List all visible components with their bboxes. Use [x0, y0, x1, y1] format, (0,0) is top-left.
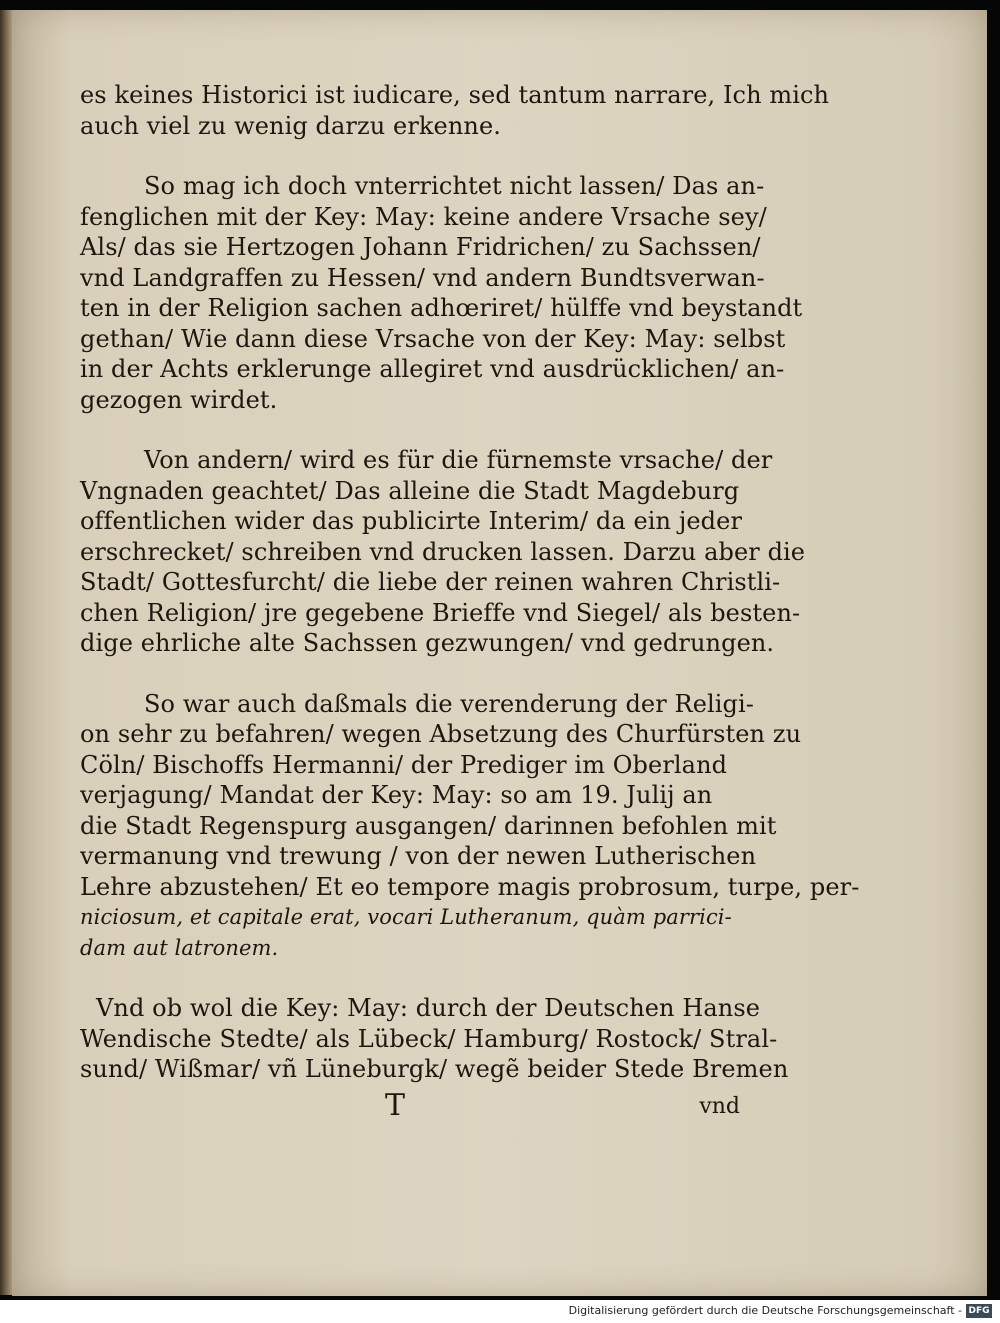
text-line: dige ehrliche alte Sachssen gezwungen/ vnd gedrungen.	[80, 629, 775, 657]
text-line: chen Religion/ jre gegebene Brieffe vnd Siegel/ als besten-	[80, 598, 801, 627]
text-line: Als/ das sie Hertzogen Johann Fridrichen/ zu Sachssen/	[80, 233, 761, 261]
text-line: die Stadt Regenspurg ausgangen/ darinnen befohlen mit	[80, 811, 777, 840]
text-line: So war auch daßmals die verenderung der Religi-	[144, 689, 755, 718]
signature-mark: T	[385, 1088, 406, 1123]
text-line: in der Achts erklerunge allegiret vnd ausdrücklichen/ an-	[80, 355, 785, 383]
catchword: vnd	[699, 1094, 740, 1119]
text-line: erschrecket/ schreiben vnd drucken lassen. Darzu aber die	[80, 537, 806, 566]
text-line: vermanung vnd trewung / von der newen Lutherischen	[80, 842, 757, 870]
page-bottom-marks	[80, 1088, 740, 1124]
text-line: Wendische Stedte/ als Lübeck/ Hamburg/ Rostock/ Stral-	[80, 1024, 778, 1053]
paragraph-gap	[80, 415, 740, 445]
text-line: auch viel zu wenig darzu erkenne.	[80, 111, 501, 140]
text-line: Cöln/ Bischoffs Hermanni/ der Prediger im Oberland	[80, 750, 728, 779]
text-line: sund/ Wißmar/ vñ Lüneburgk/ wegẽ beider Stede Bremen	[80, 1055, 789, 1083]
text-line: on sehr zu befahren/ wegen Absetzung des Churfürsten zu	[80, 720, 802, 748]
text-line: offentlichen wider das publicirte Interim/ da ein jeder	[80, 507, 743, 535]
text-line: dam aut latronem.	[80, 935, 279, 960]
text-line: niciosum, et capitale erat, vocari Lutheranum, quàm parrici-	[80, 905, 732, 929]
footer-credit: Digitalisierung gefördert durch die Deutsche Forschungsgemeinschaft -	[568, 1304, 962, 1317]
text-line: Vnd ob wol die Key: May: durch der Deutschen Hanse	[96, 994, 761, 1022]
text-line: gethan/ Wie dann diese Vrsache von der Key: May: selbst	[80, 324, 786, 353]
text-line: fenglichen mit der Key: May: keine andere Vrsache sey/	[80, 202, 767, 231]
text-line: Stadt/ Gottesfurcht/ die liebe der reinen wahren Christli-	[80, 568, 781, 596]
text-line: es keines Historici ist iudicare, sed tantum narrare, Ich mich	[80, 81, 830, 109]
page-text	[80, 80, 860, 1085]
paragraph-gap	[80, 659, 740, 689]
text-line: Von andern/ wird es für die fürnemste vrsache/ der	[144, 446, 773, 474]
text-line: vnd Landgraffen zu Hessen/ vnd andern Bundtsverwan-	[80, 263, 765, 292]
dfg-logo: DFG	[966, 1304, 992, 1318]
text-line: Vngnaden geachtet/ Das alleine die Stadt Magdeburg	[80, 476, 740, 505]
text-line: verjagung/ Mandat der Key: May: so am 19. Julij an	[80, 781, 713, 809]
text-line: So mag ich doch vnterrichtet nicht lassen/ Das an-	[144, 172, 765, 200]
text-line: gezogen wirdet.	[80, 385, 278, 414]
paragraph-gap	[80, 963, 740, 993]
text-line: Lehre abzustehen/ Et eo tempore magis probrosum, turpe, per-	[80, 872, 860, 901]
text-line: ten in der Religion sachen adhœriret/ hülffe vnd beystandt	[80, 294, 803, 322]
footer-bar	[0, 1300, 1000, 1323]
paragraph-gap	[80, 141, 740, 171]
